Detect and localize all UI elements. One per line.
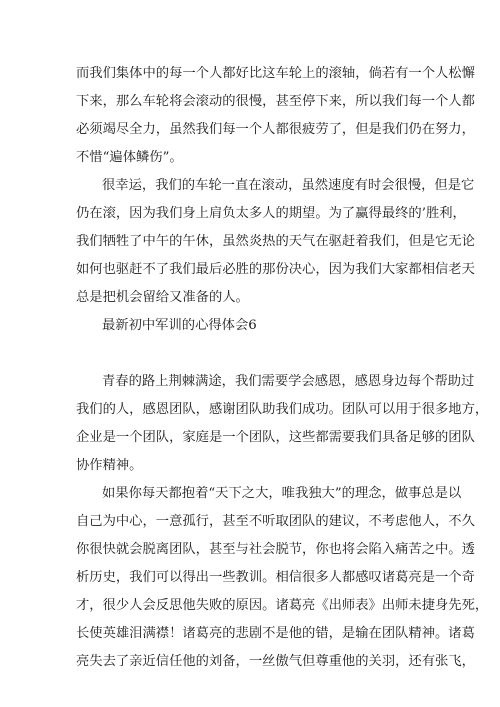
text-line: 你很快就会脱离团队，甚至与社会脱节，你也将会陷入痛苦之中。透 (76, 542, 475, 557)
text-line: 亮失去了亲近信任他的刘备，一丝傲气但尊重他的关羽，还有张飞， (76, 654, 475, 669)
text-line: 青春的路上荆棘满途，我们需要学会感恩，感恩身边每个帮助过 (102, 374, 475, 389)
text-line: 自己为中心，一意孤行，甚至不听取团队的建议，不考虑他人，不久 (76, 514, 475, 529)
section-title: 最新初中军训的心得体会6 (102, 318, 257, 333)
text-line: 协作精神。 (76, 458, 143, 473)
text-line: 我们牺牲了中午的午休，虽然炎热的天气在驱赶着我们，但是它无论 (76, 234, 475, 249)
text-line: 总是把机会留给又准备的人。 (76, 290, 249, 305)
text-line: 企业是一个团队，家庭是一个团队，这些都需要我们具备足够的团队 (76, 430, 475, 445)
text-line: 如何也驱赶不了我们最后必胜的那份决心，因为我们大家都相信老天 (76, 262, 475, 277)
text-line: 必须竭尽全力，虽然我们每一个人都很疲劳了，但是我们仍在努力， (76, 122, 475, 137)
text-line: 仍在滚，因为我们身上肩负太多人的期望。为了赢得最终的’胜利， (76, 206, 466, 221)
text-line: 不惜“遍体鳞伤”。 (76, 150, 183, 165)
text-line: 我们的人，感恩团队，感谢团队助我们成功。团队可以用于很多地方， (76, 402, 489, 417)
text-line: 析历史，我们可以得出一些教训。相信很多人都感叹诸葛亮是一个奇 (76, 570, 475, 585)
text-line: 长使英雄泪满襟！诸葛亮的悲剧不是他的错，是输在团队精神。诸葛 (76, 626, 475, 641)
text-line: 很幸运，我们的车轮一直在滚动，虽然速度有时会很慢，但是它 (102, 178, 475, 193)
text-line: 而我们集体中的每一个人都好比这车轮上的滚轴，倘若有一个人松懈 (76, 66, 475, 81)
text-line: 下来，那么车轮将会滚动的很慢，甚至停下来，所以我们每一个人都 (76, 94, 475, 109)
text-line: 如果你每天都抱着“天下之大，唯我独大”的理念，做事总是以 (102, 486, 462, 501)
text-line: 才，很少人会反思他失败的原因。诸葛亮《出师表》出师未捷身先死， (76, 598, 489, 613)
